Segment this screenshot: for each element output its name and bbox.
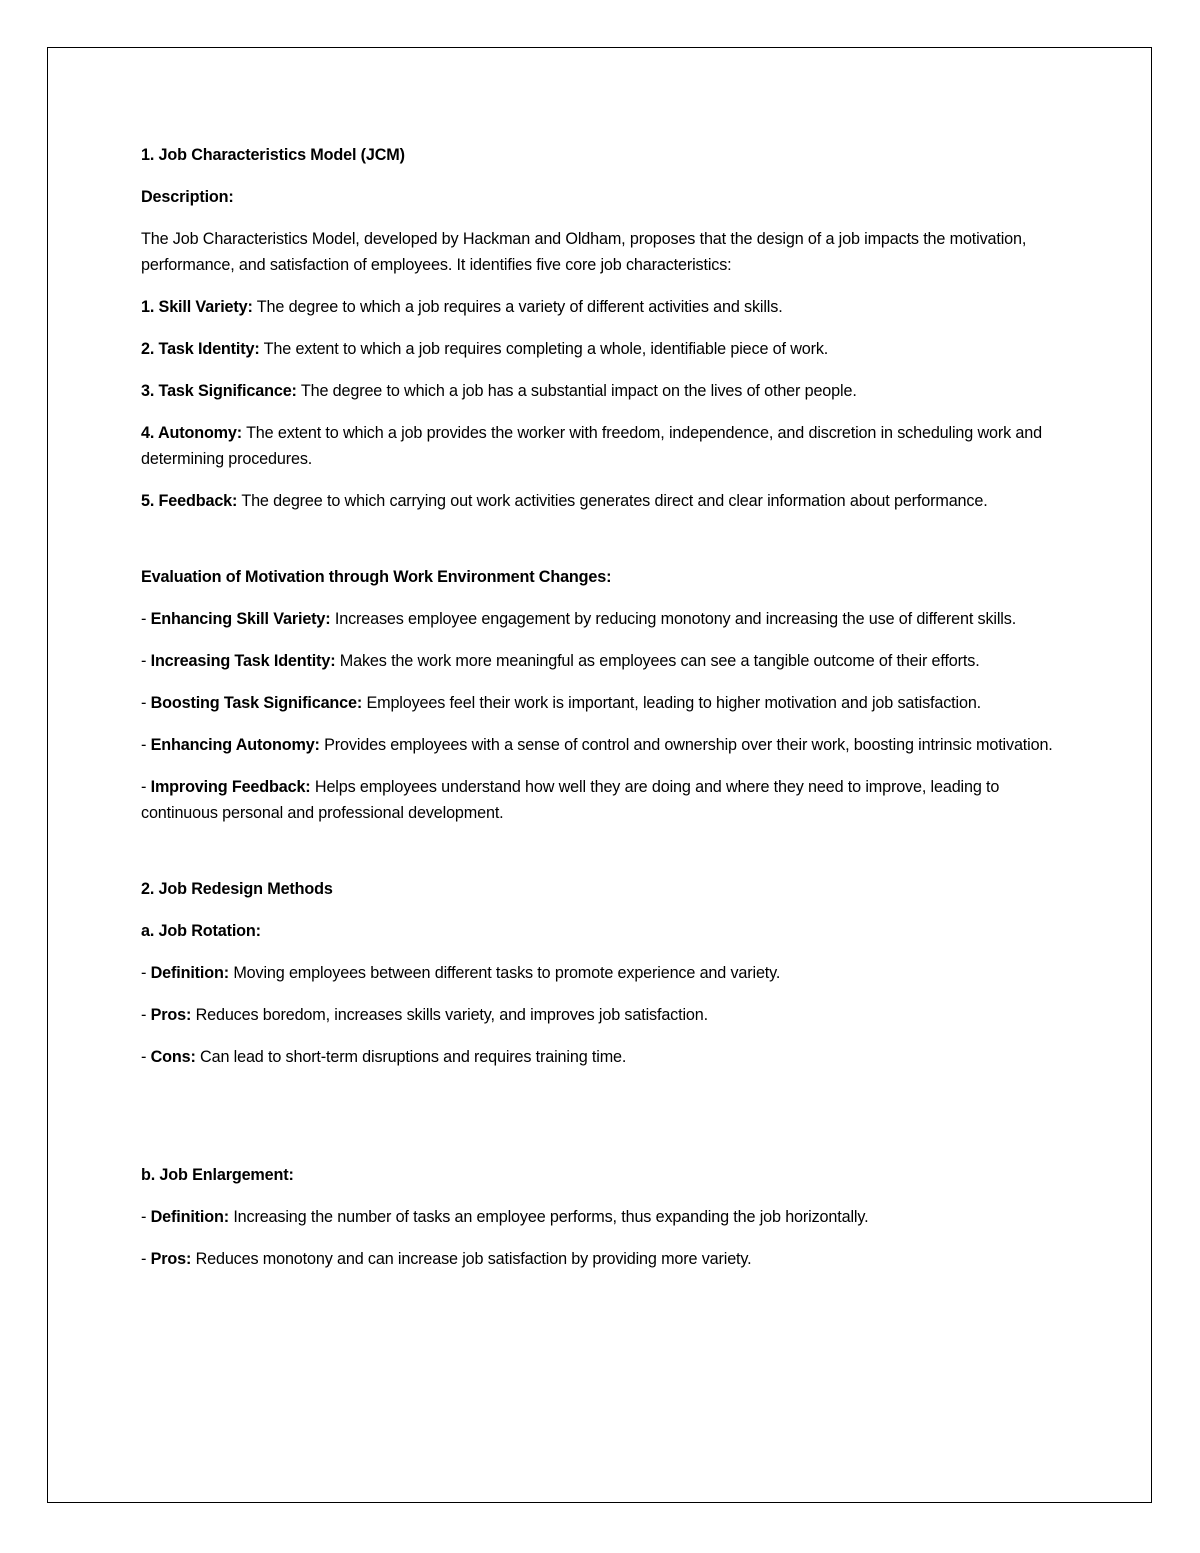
evaluation-heading: Evaluation of Motivation through Work Environment Changes:	[141, 568, 612, 586]
evaluation-text: Helps employees understand how well they are doing and where they need to improve, leading to continuous personal and professional development.	[141, 778, 1000, 822]
evaluation-text: Increases employee engagement by reducing monotony and increasing the use of different skills.	[330, 610, 1017, 628]
characteristic-text: The extent to which a job requires completing a whole, identifiable piece of work.	[259, 340, 829, 358]
characteristic-text: The degree to which carrying out work activities generates direct and clear information about performance.	[237, 492, 988, 510]
evaluation-text: Employees feel their work is important, leading to higher motivation and job satisfaction.	[362, 694, 982, 712]
section-title-redesign: 2. Job Redesign Methods	[141, 880, 333, 898]
bullet-dash: -	[141, 652, 151, 670]
characteristic-label: 4. Autonomy:	[141, 424, 243, 442]
evaluation-label: Improving Feedback:	[150, 778, 311, 796]
evaluation-item-feedback	[141, 774, 1061, 826]
rotation-pros	[141, 1002, 1061, 1028]
characteristic-task-identity	[141, 336, 1061, 362]
document-body	[141, 142, 1061, 1288]
item-text: Can lead to short-term disruptions and requires training time.	[195, 1048, 627, 1066]
item-label: Pros:	[150, 1006, 192, 1024]
characteristic-label: 5. Feedback:	[141, 492, 238, 510]
evaluation-label: Enhancing Autonomy:	[150, 736, 320, 754]
item-text: Reduces monotony and can increase job satisfaction by providing more variety.	[191, 1250, 752, 1268]
evaluation-label: Enhancing Skill Variety:	[150, 610, 331, 628]
rotation-cons	[141, 1044, 1061, 1070]
evaluation-label: Boosting Task Significance:	[150, 694, 363, 712]
bullet-dash: -	[141, 736, 151, 754]
item-label: Definition:	[150, 1208, 229, 1226]
bullet-dash: -	[141, 778, 151, 796]
job-enlargement-heading: b. Job Enlargement:	[141, 1166, 294, 1184]
characteristic-skill-variety	[141, 294, 1061, 320]
evaluation-item-autonomy	[141, 732, 1061, 758]
item-text: Increasing the number of tasks an employee performs, thus expanding the job horizontally.	[228, 1208, 869, 1226]
evaluation-item-task-significance	[141, 690, 1061, 716]
bullet-dash: -	[141, 694, 151, 712]
evaluation-item-task-identity	[141, 648, 1061, 674]
item-label: Cons:	[150, 1048, 196, 1066]
item-text: Moving employees between different tasks to promote experience and variety.	[228, 964, 781, 982]
item-label: Pros:	[150, 1250, 192, 1268]
item-text: Reduces boredom, increases skills variety, and improves job satisfaction.	[191, 1006, 708, 1024]
job-rotation-heading: a. Job Rotation:	[141, 922, 261, 940]
bullet-dash: -	[141, 1006, 151, 1024]
item-label: Definition:	[150, 964, 229, 982]
enlargement-definition	[141, 1204, 1061, 1230]
evaluation-label: Increasing Task Identity:	[150, 652, 336, 670]
characteristic-text: The extent to which a job provides the worker with freedom, independence, and discretion in scheduling work and determining procedures.	[141, 424, 1042, 468]
bullet-dash: -	[141, 1250, 151, 1268]
characteristic-label: 1. Skill Variety:	[141, 298, 253, 316]
characteristic-text: The degree to which a job has a substantial impact on the lives of other people.	[296, 382, 857, 400]
evaluation-item-skill-variety	[141, 606, 1061, 632]
evaluation-text: Makes the work more meaningful as employees can see a tangible outcome of their efforts.	[335, 652, 980, 670]
rotation-definition	[141, 960, 1061, 986]
characteristic-text: The degree to which a job requires a variety of different activities and skills.	[252, 298, 783, 316]
characteristic-label: 3. Task Significance:	[141, 382, 297, 400]
characteristic-feedback	[141, 488, 1061, 514]
bullet-dash: -	[141, 1208, 151, 1226]
bullet-dash: -	[141, 1048, 151, 1066]
description-label: Description:	[141, 188, 234, 206]
characteristic-task-significance	[141, 378, 1061, 404]
characteristic-autonomy	[141, 420, 1061, 472]
bullet-dash: -	[141, 610, 151, 628]
jcm-intro-paragraph: The Job Characteristics Model, developed by Hackman and Oldham, proposes that the design of a job impacts the motivation, performance, and satisfaction of employees. It identifies five core job characteristics:	[141, 230, 1027, 274]
characteristic-label: 2. Task Identity:	[141, 340, 260, 358]
evaluation-text: Provides employees with a sense of control and ownership over their work, boosting intrinsic motivation.	[319, 736, 1053, 754]
section-title-jcm: 1. Job Characteristics Model (JCM)	[141, 146, 405, 164]
enlargement-pros	[141, 1246, 1061, 1272]
bullet-dash: -	[141, 964, 151, 982]
